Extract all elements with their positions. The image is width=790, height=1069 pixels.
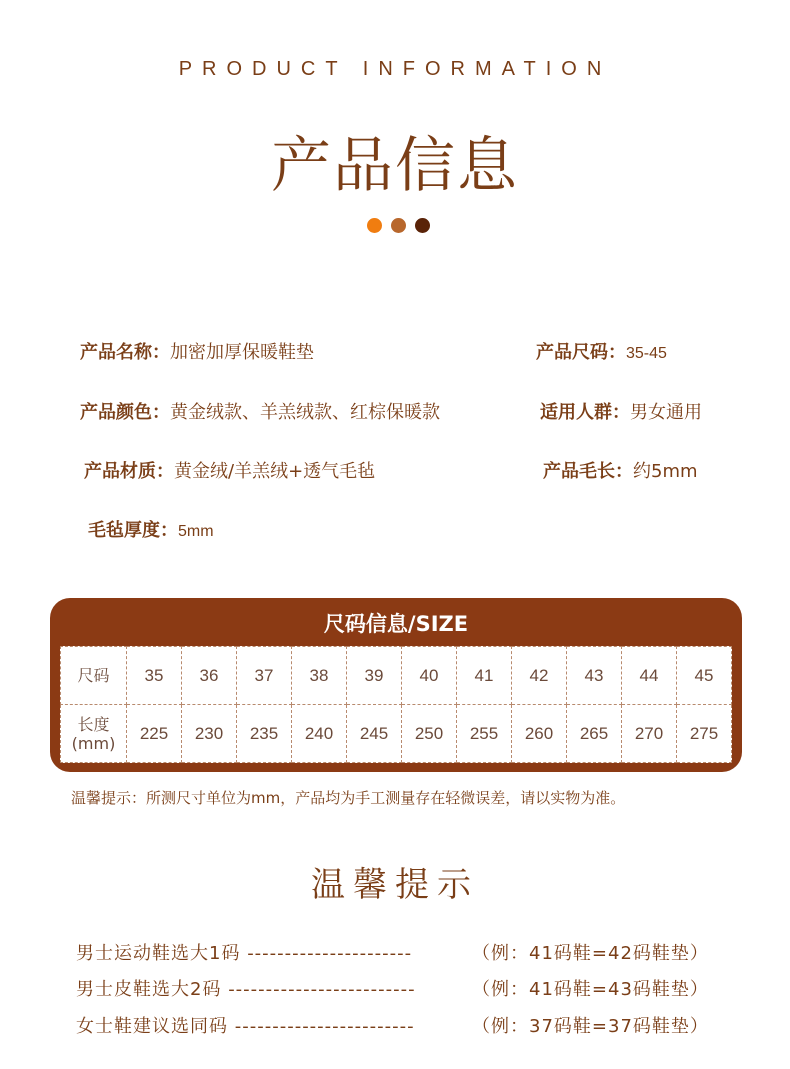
table-cell: 240 <box>292 705 347 763</box>
row-header-size: 尺码 <box>61 647 127 705</box>
table-row-lengths <box>61 705 732 763</box>
measurement-note: 温馨提示：所测尺寸单位为mm，产品均为手工测量存在轻微误差，请以实物为准。 <box>71 789 626 807</box>
table-cell: 39 <box>347 647 402 705</box>
table-cell: 42 <box>512 647 567 705</box>
info-product-name: 产品名称：加密加厚保暖鞋垫 <box>80 342 314 363</box>
table-cell: 45 <box>677 647 732 705</box>
table-cell: 38 <box>292 647 347 705</box>
dark-brown-dot-icon <box>415 218 430 233</box>
table-cell: 245 <box>347 705 402 763</box>
table-cell: 255 <box>457 705 512 763</box>
table-cell: 44 <box>622 647 677 705</box>
row-header-length: 长度 (mm) <box>61 705 127 763</box>
tip-item: 男士皮鞋选大2码 ------------------------- （例：41码鞋=43码鞋垫） <box>76 979 709 1000</box>
table-cell: 43 <box>567 647 622 705</box>
table-cell: 37 <box>237 647 292 705</box>
table-cell: 41 <box>457 647 512 705</box>
table-cell: 260 <box>512 705 567 763</box>
info-material: 产品材质：黄金绒/羊羔绒+透气毛毡 <box>84 461 376 482</box>
tips-title: 温馨提示 <box>311 865 479 905</box>
table-cell: 250 <box>402 705 457 763</box>
tip-item: 男士运动鞋选大1码 ---------------------- （例：41码鞋=42码鞋垫） <box>76 943 709 964</box>
table-cell: 275 <box>677 705 732 763</box>
table-cell: 225 <box>127 705 182 763</box>
english-title: PRODUCT INFORMATION <box>178 58 612 80</box>
table-row-sizes <box>61 647 732 705</box>
decorative-dots <box>367 218 430 233</box>
info-pile-length: 产品毛长：约5mm <box>543 461 698 482</box>
table-cell: 35 <box>127 647 182 705</box>
info-product-size: 产品尺码：35-45 <box>536 342 667 363</box>
info-target-users: 适用人群：男女通用 <box>540 402 702 423</box>
table-cell: 235 <box>237 705 292 763</box>
table-cell: 36 <box>182 647 237 705</box>
tan-dot-icon <box>391 218 406 233</box>
size-chart <box>50 598 742 772</box>
tip-item: 女士鞋建议选同码 ------------------------ （例：37码鞋=37码鞋垫） <box>76 1016 709 1037</box>
orange-dot-icon <box>367 218 382 233</box>
table-cell: 230 <box>182 705 237 763</box>
size-chart-title: 尺码信息/SIZE <box>323 612 469 636</box>
size-table <box>60 646 732 763</box>
page-title: 产品信息 <box>271 131 519 201</box>
table-cell: 40 <box>402 647 457 705</box>
table-cell: 270 <box>622 705 677 763</box>
info-product-color: 产品颜色：黄金绒款、羊羔绒款、红棕保暖款 <box>80 402 440 423</box>
info-felt-thickness: 毛毡厚度：5mm <box>88 520 214 541</box>
table-cell: 265 <box>567 705 622 763</box>
